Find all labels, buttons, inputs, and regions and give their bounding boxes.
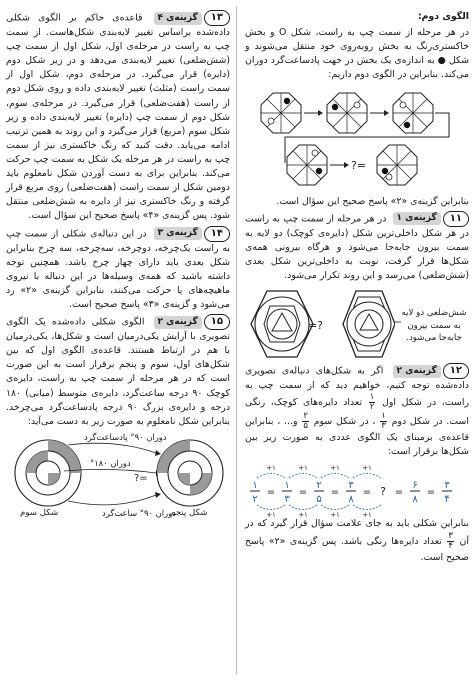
sequence-bottom-increment: +۱	[266, 511, 276, 518]
fraction-3-4: ۳ ۴	[448, 530, 453, 551]
sequence-numerator: ۶	[412, 480, 418, 492]
sequence-top-increment: +۱	[266, 464, 276, 473]
sequence-equals: =	[330, 487, 340, 499]
fraction-sequence-svg	[245, 461, 469, 517]
q12-body-d: و... ، بنابراین قاعده‌ی برمبنای یک الگوی عددی به صورت زیر بین شکل‌ها برقرار است:	[245, 416, 469, 458]
q11-paragraph	[245, 211, 469, 283]
sequence-numerator: ۳	[348, 480, 354, 492]
q15-choice-badge: گزینه‌ی ۲	[154, 316, 202, 329]
sequence-denominator: ۳	[284, 494, 290, 506]
q12-body-c: ، در شکل سوم	[313, 416, 376, 428]
fraction-1-3: ۱ ۳	[381, 411, 386, 432]
sequence-numerator: ۱	[252, 480, 258, 492]
sequence-bottom-arc	[321, 505, 349, 510]
q11-annotation: شش‌ضلعی دو لایه به سمت بیرون جابه‌جا می‌شود.	[401, 308, 467, 343]
q14-header	[154, 226, 230, 242]
pattern2-answer: بنابراین گزینه‌ی «۲» پاسخ صحیح این سؤال است.	[276, 195, 469, 207]
sequence-numerator: ۲	[316, 480, 322, 492]
fraction-sequence	[245, 461, 469, 517]
sequence-top-increment: +۱	[298, 464, 308, 473]
pattern2-body: در هر مرحله از سمت چپ به راست، شکل O و بخش خاکستری‌رنگ به بخش روبه‌روی خود منتقل می‌شوند و شکل ● به اندازه‌ی یک بخش در جهت پادساعت‌گرد دوران می‌کند. بنابراین در الگوی دوم داریم:	[245, 27, 470, 81]
q11-body: در هر مرحله از سمت چپ به راست در هر شکل داخلی‌ترین شکل (دایره‌ی کوچک) دو لایه به سمت بیرون جابه‌جا می‌شود و هرگاه بیرونی همه‌ی شکل‌ها قرار گرفت، نوبت به داخلی‌ترین شکل بعدی (شش‌ضلعی) می‌رسد و این روند تکرار می‌شود.	[245, 213, 469, 281]
sequence-top-arc	[289, 474, 317, 479]
sequence-denominator: ۲	[252, 494, 258, 506]
sequence-top-arc	[353, 474, 381, 479]
pattern2-title: الگوی دوم:	[417, 11, 469, 22]
sequence-top-increment: +۱	[330, 464, 340, 473]
sequence-equals: =	[362, 487, 372, 499]
label-fifth-figure: شکل پنجم	[170, 507, 208, 518]
sequence-numerator: ۳	[444, 480, 450, 492]
fraction-2-5: ۲ ۵	[303, 411, 308, 432]
sequence-denominator: ۸	[412, 494, 418, 506]
q11-question-mark: ?=	[307, 319, 323, 333]
annotation-pointer-line	[395, 307, 401, 337]
q11-number: ۱۱	[443, 211, 469, 227]
sequence-denominator: ۸	[348, 494, 354, 506]
q14-number: ۱۴	[204, 226, 230, 242]
q13-body: قاعده‌ی حاکم بر الگوی شکلی داده‌شده براساس تغییر لایه‌بندی شکل‌هاست. از سمت چپ به راست در مرحله‌ی اول، شکل اول از سمت چپ (شش‌ضلعی) تغییر لایه‌بندی می‌دهد و در زیر شکل دوم (دایره) قرار می‌گیرد. در مرحله‌ی دوم، شکل اول از سمت راست (مثلث) تغییر لایه‌بندی داده و روی شکل دوم از راست (هفت‌ضلعی) قرار می‌گیرد. در مرحله‌ی سوم، شکل دوم از سمت چپ (دایره) تغییر لایه‌بندی داده و زیر شکل سوم (مربع) قرار می‌گیرد و این روند به همین ترتیب ادامه می‌یابد. دقت کنید که رنگ خاکستری نیز از سمت چپ به راست در هر مرحله یک شکل به سمت چپ حرکت می‌کند. بنابراین برای به دست آوردن شکل نامعلوم باید دومین شکل از سمت راست (هفت‌ضلعی) روی مربع قرار گرفته و رنگ خاکستری نیز از دایره به شش‌ضلعی منتقل شود. پس گزینه‌ی «۴» پاسخ صحیح این سؤال است.	[6, 12, 230, 222]
q15-paragraph	[6, 314, 230, 429]
sequence-bottom-increment: +۱	[362, 511, 372, 518]
fifth-figure	[157, 440, 223, 506]
q12-body-b: تعداد دایره‌های کوچک، رنگی است. در شکل دوم	[245, 397, 469, 428]
sequence-equals: =	[394, 487, 404, 499]
nested-shapes-figure	[245, 287, 395, 361]
q13-choice-badge: گزینه‌ی ۴	[154, 12, 202, 25]
left-column	[6, 10, 230, 523]
sequence-denominator: ۵	[316, 494, 322, 506]
q13-number: ۱۳	[204, 10, 230, 26]
q12-number: ۱۲	[443, 363, 469, 379]
sequence-equals: =	[298, 487, 308, 499]
q14-choice-badge: گزینه‌ی ۳	[154, 227, 202, 240]
q13-header	[154, 10, 230, 26]
sequence-denominator: ۴	[444, 494, 450, 506]
q15-number: ۱۵	[204, 314, 230, 330]
figure-question-mark: ?=	[351, 158, 367, 172]
sequence-equals: =	[266, 487, 276, 499]
column-divider	[236, 6, 237, 675]
third-figure	[15, 440, 81, 506]
rotation-label-mid: دوران ۱۸۰°	[90, 457, 131, 468]
q12-header	[393, 363, 469, 379]
rotation-label-top: دوران ۹۰° پادساعت‌گرد	[84, 431, 167, 442]
q12-answer: بنابراین شکلی باید به جای علامت سؤال قرار گیرد که در آن ۳ ۴ تعداد دایره‌ها رنگی باشد. پس گزینه‌ی «۲» پاسخ صحیح است.	[245, 518, 470, 563]
q11-header	[393, 211, 469, 227]
q13-paragraph	[6, 10, 230, 224]
sequence-top-increment: +۱	[362, 464, 372, 473]
sequence-bottom-increment: +۱	[330, 511, 340, 518]
q14-paragraph	[6, 226, 230, 313]
q14-body: در این دنباله‌ی شکلی از سمت چپ به راست یک‌چرخه، دوچرخه، سه‌چرخه، سه چرخ بنابراین شکل بعدی باید دارای چهار چرخ باشد. همچنین توجه داشته باشید که همه‌ی وسیله‌ها در این دنباله با نیروی ماهیچه‌های پا حرکت می‌کنند، بنابراین گزینه‌ی «۲» رد می‌شود و گزینه‌ی «۳» پاسخ صحیح است.	[6, 228, 231, 310]
q15-body: الگوی شکلی داده‌شده یک الگوی تصویری با آرایش یکی‌درمیان است و شکل‌ها، یکی‌درمیان با هم در ارتباط هستند. قاعده‌ی الگوی اول که بین شکل‌های اول، سوم و پنجم برقرار است به این صورت است که در هر مرحله از سمت چپ به راست، دایره‌ی کوچک ۹۰ درجه ساعت‌گرد، دایره‌ی متوسط (میانی) ۱۸۰ درجه و دایره‌ی بزرگ ۹۰ درجه پادساعت‌گرد می‌چرخد. بنابراین شکل نامعلوم به صورت زیر به دست می‌آید:	[6, 316, 230, 427]
sequence-numerator: ۱	[284, 480, 290, 492]
q12-choice-badge: گزینه‌ی ۲	[393, 365, 441, 378]
sequence-bottom-increment: +۱	[298, 511, 308, 518]
q11-figure	[245, 285, 469, 363]
q11-choice-badge: گزینه‌ی ۱	[393, 212, 441, 225]
fraction-1-2: ۱ ۲	[369, 392, 375, 413]
sequence-top-arc	[257, 474, 285, 479]
q12-body-a: اگر به شکل‌های دنباله‌ی تصویری داده‌شده توجه کنیم، خواهیم دید که از سمت چپ به راست، در شکل اول	[245, 365, 470, 409]
sequence-bottom-arc	[257, 505, 285, 510]
q15-question-mark: ?=	[134, 472, 148, 484]
q15-header	[154, 314, 230, 330]
sequence-bottom-arc	[289, 505, 317, 510]
sequence-question-mark: ?	[380, 485, 386, 499]
q12-paragraph	[245, 363, 469, 459]
label-third-figure: شکل سوم	[20, 507, 59, 518]
rotation-label-bottom: دوران ۹۰° ساعت‌گرد	[102, 507, 176, 518]
octagon-pattern-figure	[249, 85, 465, 193]
q15-figure	[6, 431, 230, 523]
sequence-bottom-arc	[353, 505, 381, 510]
sequence-equals: =	[426, 487, 436, 499]
sequence-top-arc	[321, 474, 349, 479]
right-column	[245, 10, 469, 567]
